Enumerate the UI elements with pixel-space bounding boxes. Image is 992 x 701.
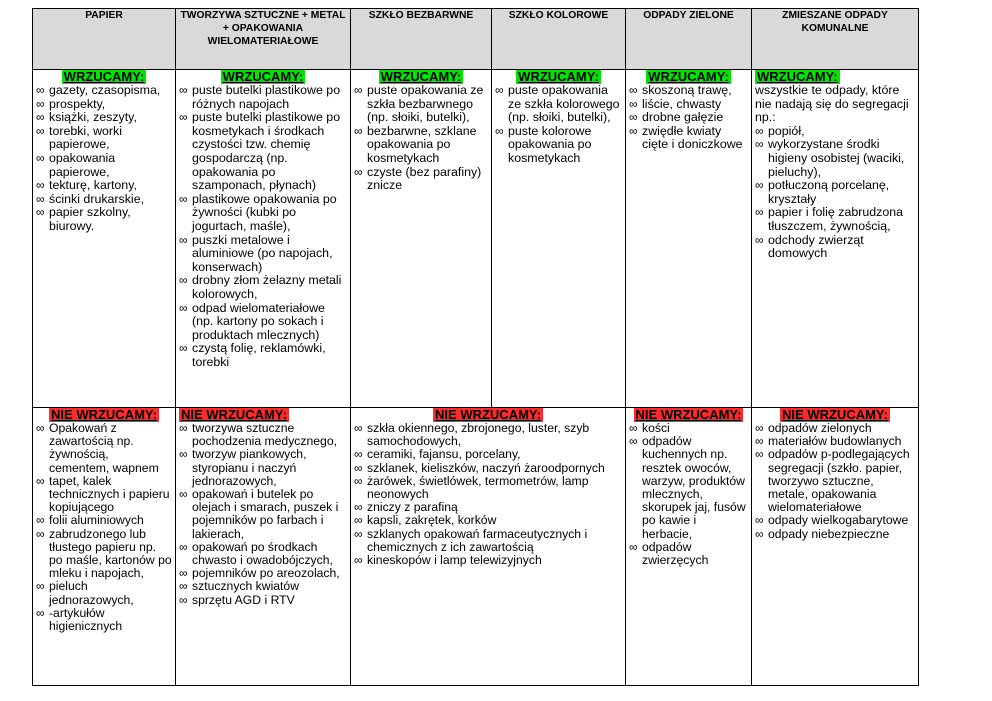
bullet-icon: ∞ — [354, 553, 363, 568]
list-item-text: odpadów kuchennych np. resztek owoców, warzyw, produktów mlecznych, skorupek jaj, fusów po kawie i herbacie, — [642, 434, 746, 541]
list-item — [755, 448, 915, 514]
list-item-text: tworzywa sztuczne pochodzenia medycznego, — [192, 421, 337, 449]
allowed-label: WRZUCAMY: — [380, 69, 462, 84]
list-item — [629, 541, 748, 567]
list-item-text: odpady niebezpieczne — [768, 526, 890, 541]
waste-segregation-table — [32, 8, 919, 686]
list-item — [354, 125, 488, 166]
bullet-icon: ∞ — [179, 232, 188, 247]
forbidden-szklo-list — [354, 422, 622, 567]
list-item-text: puste opakowania ze szkła kolorowego (np. słoiki, butelki), — [508, 83, 620, 125]
list-item-text: odpady wielkogabarytowe — [768, 513, 909, 528]
list-item-text: kapsli, zakrętek, korków — [367, 513, 497, 528]
list-item — [179, 234, 347, 275]
list-item — [354, 166, 488, 193]
list-item — [179, 488, 347, 541]
list-item-text: prospekty, — [49, 96, 106, 111]
bullet-icon: ∞ — [495, 123, 504, 138]
forbidden-plastik-list — [179, 422, 347, 607]
header-szklo-kolorowe: SZKŁO KOLOROWE — [492, 9, 626, 70]
bullet-icon: ∞ — [354, 123, 363, 138]
bullet-icon: ∞ — [755, 421, 764, 435]
bullet-icon: ∞ — [36, 191, 45, 206]
list-item — [179, 594, 347, 607]
list-item-text: opakowania papierowe, — [49, 150, 116, 179]
list-item-text: tworzyw piankowych, styropianu i naczyń jednorazowych, — [192, 447, 307, 488]
list-item-text: drobny złom żelazny metali kolorowych, — [192, 273, 342, 301]
allowed-zielone-cell — [626, 70, 752, 408]
bullet-icon: ∞ — [755, 123, 764, 138]
list-item-text: liście, chwasty — [642, 96, 722, 111]
list-item — [36, 125, 172, 152]
bullet-icon: ∞ — [36, 83, 45, 97]
bullet-icon: ∞ — [179, 300, 188, 315]
bullet-icon: ∞ — [36, 178, 45, 193]
list-item — [179, 274, 347, 301]
list-item-text: puste opakowania ze szkła bezbarwnego (np. słoiki, butelki), — [367, 83, 484, 125]
allowed-zmieszane-cell — [752, 70, 919, 408]
bullet-icon: ∞ — [179, 579, 188, 594]
zmieszane-intro-text: wszystkie te odpady, które nie nadają się do segregacji np.: — [755, 83, 909, 125]
list-item — [179, 111, 347, 193]
list-item-text: tapet, kalek technicznych i papieru kopiującego — [49, 473, 170, 515]
list-item-text: zabrudzonego lub tłustego papieru np. po maśle, kartonów po mleku i napojach, — [49, 526, 172, 581]
list-item — [629, 125, 748, 152]
list-item-text: ścinki drukarskie, — [49, 191, 145, 206]
list-item — [629, 111, 748, 125]
bullet-icon: ∞ — [354, 164, 363, 179]
list-item-text: sprzętu AGD i RTV — [192, 592, 295, 607]
bullet-icon: ∞ — [354, 421, 363, 435]
list-item-text: puste kolorowe opakowania po kosmetykach — [508, 123, 592, 165]
forbidden-row — [33, 408, 919, 686]
list-item-text: opakowań i butelek po olejach i smarach, puszek i pojemników po farbach i lakierach, — [192, 487, 339, 541]
list-item-text: materiałów budowlanych — [768, 434, 902, 449]
list-item — [36, 193, 172, 207]
list-item-text: drobne gałęzie — [642, 110, 724, 125]
bullet-icon: ∞ — [755, 178, 764, 193]
bullet-icon: ∞ — [755, 513, 764, 528]
list-item — [755, 138, 915, 179]
list-item — [36, 84, 172, 98]
forbidden-szklo-cell — [351, 408, 626, 686]
header-zmieszane: ZMIESZANE ODPADY KOMUNALNE — [752, 9, 919, 70]
list-item-text: puszki metalowe i aluminiowe (po napojach, konserwach) — [192, 232, 333, 274]
list-item — [755, 234, 915, 261]
bullet-icon: ∞ — [179, 447, 188, 462]
list-item — [36, 179, 172, 193]
list-item-text: odpadów zwierzęcych — [642, 539, 709, 568]
list-item-text: ceramiki, fajansu, porcelany, — [367, 447, 521, 462]
list-item — [179, 541, 347, 567]
list-item — [354, 528, 622, 554]
bullet-icon: ∞ — [629, 421, 638, 435]
list-item — [36, 475, 172, 515]
bullet-icon: ∞ — [755, 232, 764, 247]
header-tworzywa-metal: TWORZYWA SZTUCZNE + METAL + OPAKOWANIA WIELOMATERIAŁOWE — [176, 9, 351, 70]
header-row — [33, 9, 919, 70]
bullet-icon: ∞ — [354, 526, 363, 541]
bullet-icon: ∞ — [354, 83, 363, 97]
bullet-icon: ∞ — [36, 150, 45, 165]
list-item-text: puste butelki plastikowe po kosmetykach i środkach czystości tzw. chemię gospodarczą (np. opakowania po szamponach, płynach) — [192, 110, 341, 193]
bullet-icon: ∞ — [629, 96, 638, 111]
bullet-icon: ∞ — [755, 447, 764, 462]
list-item-text: odpad wielomateriałowe (np. kartony po sokach i produktach mlecznych) — [192, 300, 325, 342]
list-item — [179, 448, 347, 488]
allowed-label: WRZUCAMY: — [648, 69, 729, 84]
bullet-icon: ∞ — [629, 434, 638, 449]
list-item — [629, 84, 748, 98]
allowed-label: WRZUCAMY: — [757, 69, 838, 84]
bullet-icon: ∞ — [755, 205, 764, 220]
allowed-szklo-kolorowe-cell — [492, 70, 626, 408]
forbidden-label: NIE WRZUCAMY: — [435, 407, 541, 422]
list-item-text: skoszoną trawę, — [642, 83, 732, 97]
list-item — [354, 475, 622, 501]
list-item-text: odpadów p-podlegających segregacji (szkło. papier, tworzywo sztuczne, metale, opakowania wielomateriałowe — [768, 447, 910, 515]
header-odpady-zielone: ODPADY ZIELONE — [626, 9, 752, 70]
bullet-icon: ∞ — [36, 123, 45, 138]
list-item-text: papier szkolny, biurowy. — [49, 205, 131, 233]
allowed-szklo-kolorowe-list — [495, 84, 622, 166]
list-item — [36, 528, 172, 581]
list-item-text: szkła okiennego, zbrojonego, luster, szyb samochodowych, — [367, 421, 590, 449]
list-item-text: bezbarwne, szklane opakowania po kosmetykach — [367, 123, 477, 165]
bullet-icon: ∞ — [629, 123, 638, 138]
list-item-text: kości — [642, 421, 670, 435]
bullet-icon: ∞ — [354, 460, 363, 475]
list-item — [629, 435, 748, 541]
bullet-icon: ∞ — [179, 191, 188, 206]
bullet-icon: ∞ — [495, 83, 504, 97]
list-item-text: potłuczoną porcelanę, kryształy — [768, 178, 890, 206]
forbidden-label: NIE WRZUCAMY: — [51, 407, 157, 422]
bullet-icon: ∞ — [755, 434, 764, 449]
list-item-text: szklanych opakowań farmaceutycznych i chemicznych z ich zawartością — [367, 526, 588, 554]
bullet-icon: ∞ — [179, 566, 188, 581]
forbidden-label: NIE WRZUCAMY: — [181, 407, 287, 422]
list-item — [755, 528, 915, 541]
allowed-label: WRZUCAMY: — [222, 69, 304, 84]
list-item-text: czystą folię, reklamówki, torebki — [192, 341, 326, 369]
bullet-icon: ∞ — [179, 341, 188, 356]
list-item — [179, 193, 347, 234]
forbidden-zmieszane-cell — [752, 408, 919, 686]
list-item-text: zwiędłe kwiaty cięte i doniczkowe — [642, 123, 743, 152]
list-item — [354, 554, 622, 567]
list-item — [354, 422, 622, 448]
list-item-text: pojemników po areozolach, — [192, 566, 340, 581]
allowed-label: WRZUCAMY: — [518, 69, 599, 84]
list-item-text: odchody zwierząt domowych — [768, 232, 864, 261]
list-item-text: czyste (bez parafiny) znicze — [367, 164, 482, 193]
list-item-text: szklanek, kieliszków, naczyń żaroodpornych — [367, 460, 605, 475]
bullet-icon: ∞ — [36, 110, 45, 125]
list-item — [36, 422, 172, 475]
list-item-text: Opakowań z zawartością np. żywnością, cementem, wapnem — [49, 421, 159, 475]
list-item — [179, 422, 347, 448]
allowed-plastik-list — [179, 84, 347, 369]
bullet-icon: ∞ — [36, 205, 45, 220]
allowed-papier-cell — [33, 70, 176, 408]
list-item-text: pieluch jednorazowych, — [49, 579, 134, 607]
allowed-szklo-bezbarwne-list — [354, 84, 488, 193]
forbidden-papier-cell — [33, 408, 176, 686]
forbidden-label: NIE WRZUCAMY: — [635, 407, 742, 422]
forbidden-label: NIE WRZUCAMY: — [782, 407, 888, 422]
bullet-icon: ∞ — [354, 447, 363, 462]
list-item — [495, 125, 622, 166]
allowed-plastik-cell — [176, 70, 351, 408]
bullet-icon: ∞ — [354, 513, 363, 528]
list-item — [179, 84, 347, 111]
bullet-icon: ∞ — [354, 500, 363, 515]
forbidden-zielone-cell — [626, 408, 752, 686]
list-item — [755, 125, 915, 139]
list-item-text: papier i folię zabrudzona tłuszczem, żywnością, — [768, 205, 904, 233]
bullet-icon: ∞ — [179, 421, 188, 435]
list-item — [755, 179, 915, 206]
list-item-text: opakowań po środkach chwasto i owadobójczych, — [192, 539, 333, 568]
forbidden-zmieszane-list — [755, 422, 915, 541]
header-szklo-bezbarwne: SZKŁO BEZBARWNE — [351, 9, 492, 70]
list-item-text: zniczy z parafiną — [367, 500, 458, 515]
bullet-icon: ∞ — [354, 473, 363, 488]
allowed-zmieszane-list — [755, 125, 915, 261]
list-item — [495, 84, 622, 125]
bullet-icon: ∞ — [629, 539, 638, 554]
bullet-icon: ∞ — [179, 110, 188, 125]
list-item-text: tekturę, kartony, — [49, 178, 137, 193]
list-item-text: torebki, worki papierowe, — [49, 123, 122, 152]
bullet-icon: ∞ — [36, 526, 45, 541]
list-item-text: popiół, — [768, 123, 805, 138]
list-item-text: plastikowe opakowania po żywności (kubki po jogurtach, maśle), — [192, 191, 337, 233]
list-item — [36, 98, 172, 112]
list-item-text: kineskopów i lamp telewizyjnych — [367, 553, 542, 568]
allowed-label: WRZUCAMY: — [63, 69, 145, 84]
list-item-text: wykorzystane środki higieny osobistej (waciki, pieluchy), — [768, 137, 905, 179]
bullet-icon: ∞ — [179, 592, 188, 607]
list-item-text: książki, zeszyty, — [49, 110, 137, 125]
allowed-zielone-list — [629, 84, 748, 152]
list-item — [36, 111, 172, 125]
list-item-text: -artykułów higienicznych — [49, 605, 123, 634]
bullet-icon: ∞ — [36, 605, 45, 620]
bullet-icon: ∞ — [755, 526, 764, 541]
bullet-icon: ∞ — [755, 137, 764, 152]
list-item-text: folii aluminiowych — [49, 513, 144, 528]
list-item — [755, 206, 915, 233]
bullet-icon: ∞ — [179, 273, 188, 288]
forbidden-papier-list — [36, 422, 172, 633]
forbidden-zielone-list — [629, 422, 748, 567]
bullet-icon: ∞ — [36, 513, 45, 528]
list-item — [36, 580, 172, 606]
list-item — [354, 84, 488, 125]
forbidden-plastik-cell — [176, 408, 351, 686]
list-item — [629, 98, 748, 112]
list-item — [36, 206, 172, 233]
bullet-icon: ∞ — [36, 421, 45, 435]
bullet-icon: ∞ — [36, 473, 45, 488]
list-item-text: gazety, czasopisma, — [49, 83, 161, 97]
list-item-text: żarówek, świetlówek, termometrów, lamp neonowych — [367, 473, 589, 502]
list-item — [179, 342, 347, 369]
header-papier: PAPIER — [33, 9, 176, 70]
bullet-icon: ∞ — [179, 539, 188, 554]
bullet-icon: ∞ — [629, 83, 638, 97]
bullet-icon: ∞ — [629, 110, 638, 125]
list-item-text: puste butelki plastikowe po różnych napojach — [192, 83, 341, 111]
bullet-icon: ∞ — [36, 579, 45, 594]
allowed-szklo-bezbarwne-cell — [351, 70, 492, 408]
allowed-papier-list — [36, 84, 172, 234]
bullet-icon: ∞ — [179, 83, 188, 97]
allowed-row — [33, 70, 919, 408]
list-item — [179, 302, 347, 343]
list-item-text: odpadów zielonych — [768, 421, 872, 435]
list-item — [36, 152, 172, 179]
list-item — [36, 607, 172, 633]
bullet-icon: ∞ — [179, 487, 188, 502]
bullet-icon: ∞ — [36, 96, 45, 111]
list-item-text: sztucznych kwiatów — [192, 579, 300, 594]
